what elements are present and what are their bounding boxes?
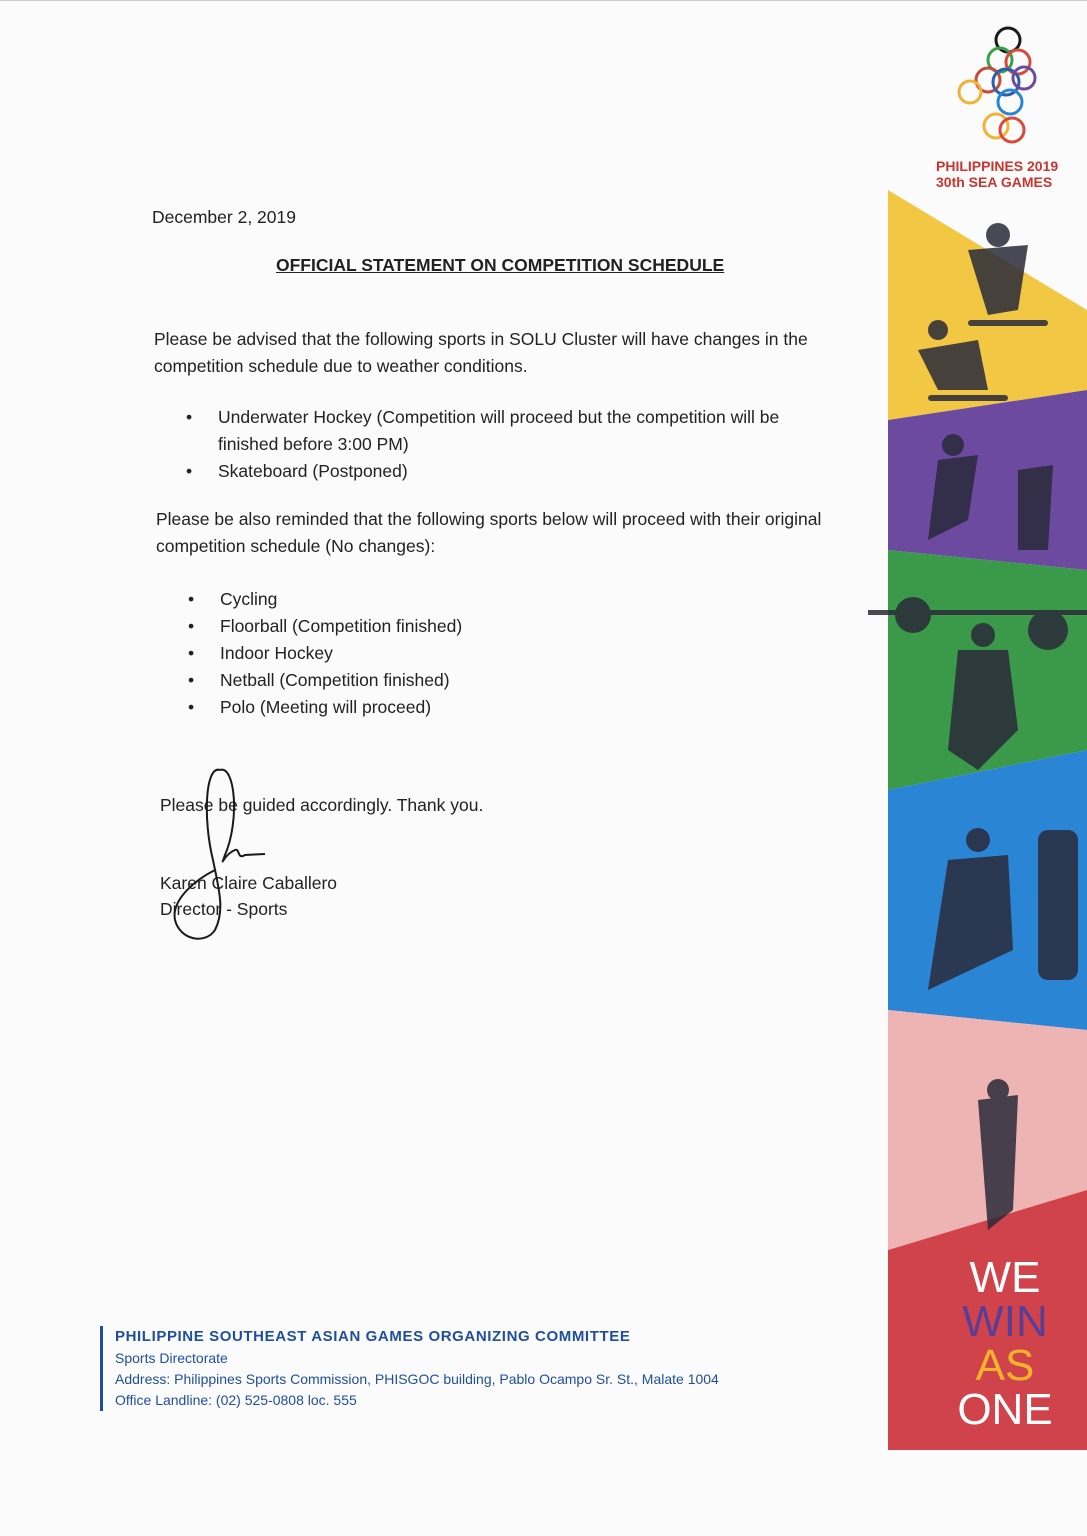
reminder-paragraph: Please be also reminded that the following sports below will proceed with their original competition schedule (No changes):	[156, 509, 822, 556]
advisory-paragraph: Please be advised that the following sports in SOLU Cluster will have changes in the competition schedule due to weather conditions.	[154, 329, 808, 376]
letter-title: OFFICIAL STATEMENT ON COMPETITION SCHEDULE	[276, 255, 725, 275]
signatory-title: Director - Sports	[160, 899, 288, 919]
list-item: • Skateboard (Postponed)	[186, 458, 836, 485]
letterhead-footer	[100, 1326, 719, 1411]
unchanged-sports-list	[188, 586, 788, 721]
department-name: Sports Directorate	[115, 1350, 228, 1366]
sea-games-logo	[930, 20, 1060, 195]
slogan-word: WIN	[962, 1297, 1048, 1346]
handwritten-signature	[165, 760, 295, 945]
landline-line: Office Landline: (02) 525-0808 loc. 555	[115, 1392, 357, 1408]
slogan	[940, 1253, 1070, 1434]
organization-name: PHILIPPINE SOUTHEAST ASIAN GAMES ORGANIZING COMMITTEE	[115, 1328, 631, 1345]
rings-emblem-icon	[940, 20, 1050, 150]
slogan-word: AS	[975, 1341, 1035, 1390]
list-item: • Polo (Meeting will proceed)	[188, 694, 788, 721]
logo-text-line2: 30th SEA GAMES	[936, 174, 1053, 190]
slogan-word: WE	[969, 1253, 1041, 1302]
changed-sports-list	[186, 404, 836, 485]
list-item: • Indoor Hockey	[188, 640, 788, 667]
list-item: • Cycling	[188, 586, 788, 613]
signatory-name: Karen Claire Caballero	[160, 873, 338, 893]
list-item: • Floorball (Competition finished)	[188, 613, 788, 640]
list-item: • Netball (Competition finished)	[188, 667, 788, 694]
slogan-word: ONE	[957, 1385, 1053, 1434]
closing-line: Please be guided accordingly. Thank you.	[160, 795, 484, 815]
letter-date: December 2, 2019	[152, 207, 296, 227]
address-line: Address: Philippines Sports Commission, PHISGOC building, Pablo Ocampo Sr. St., Malate 1004	[115, 1371, 719, 1387]
logo-text-line1: PHILIPPINES 2019	[936, 158, 1059, 174]
scan-edge-line	[0, 0, 1087, 1]
list-item: • Underwater Hockey (Competition will proceed but the competition will be finished before 3:00 PM)	[186, 404, 836, 458]
